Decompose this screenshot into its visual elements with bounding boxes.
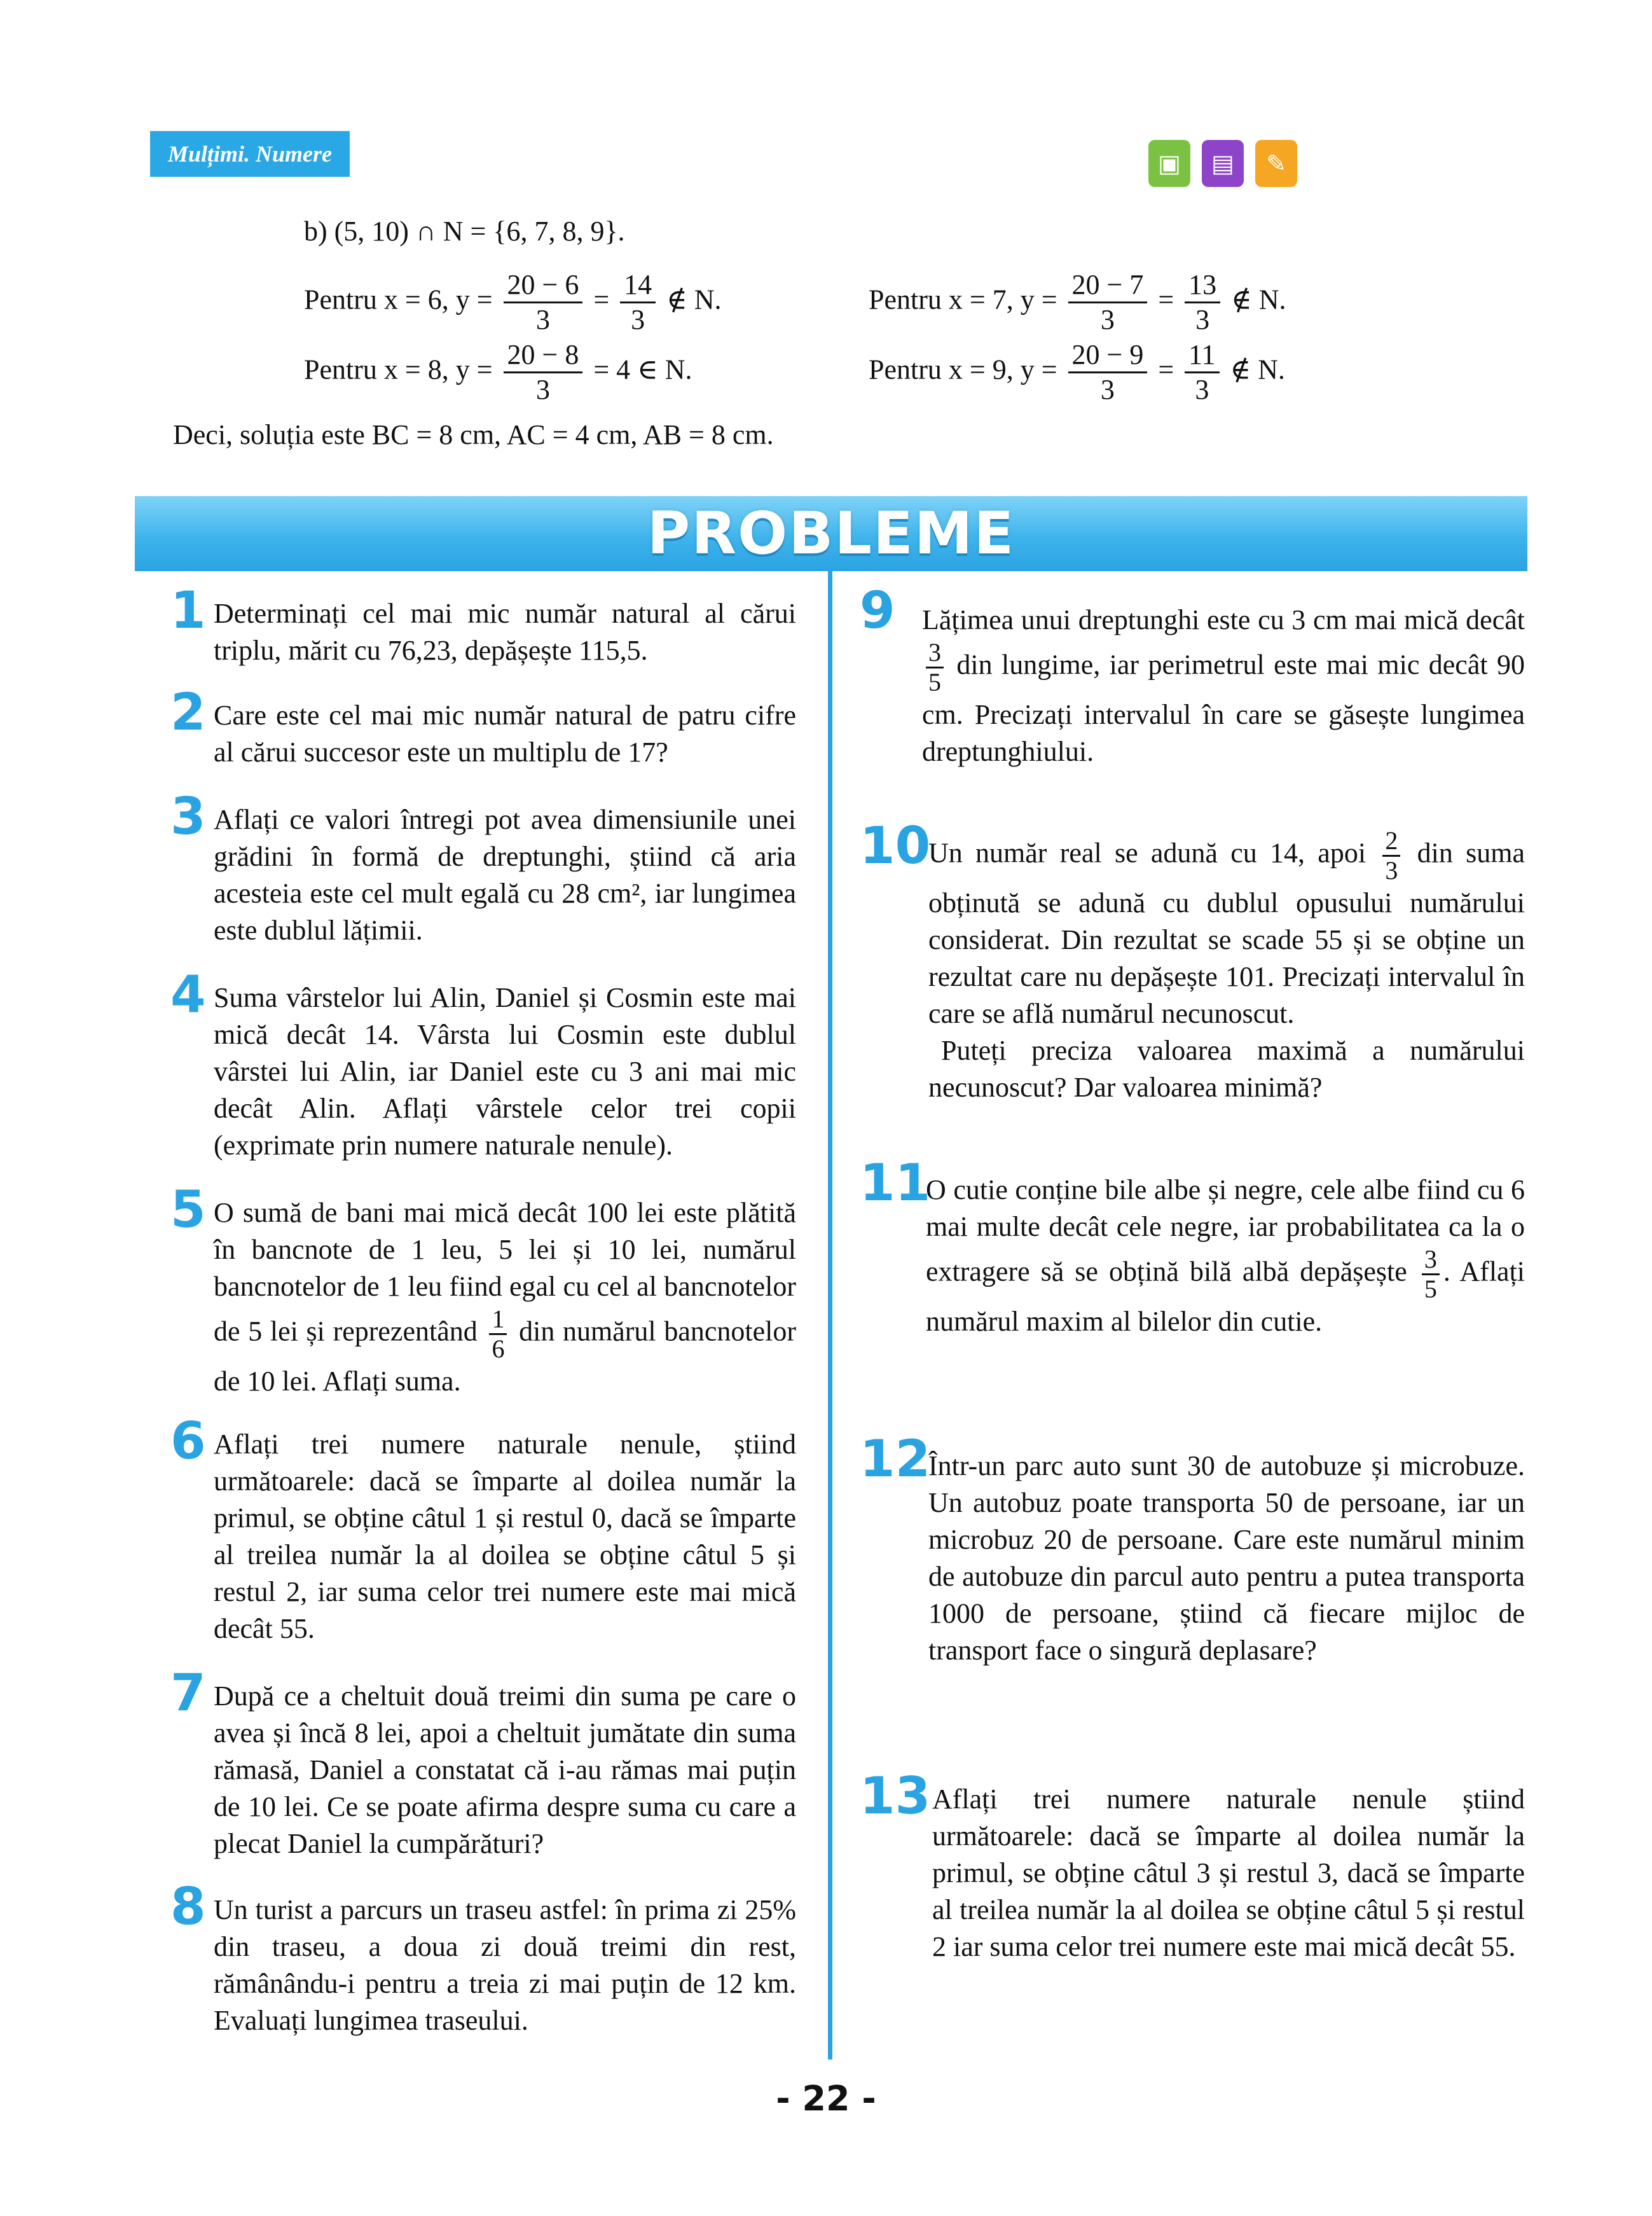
problem-number: 11 — [860, 1153, 931, 1212]
problem-number: 5 — [170, 1180, 206, 1239]
problem-5: O sumă de bani mai mică decât 100 lei este plătită în bancnote de 1 leu, 5 lei și 10 lei, numărul bancnotelor de 1 leu fiind egal cu cel al bancnotelor de 5 lei și reprezentând $\frac{1}{6}$ din numărul bancnotelor de 10 lei. Aflați suma. — [214, 1197, 797, 1397]
problem-number: 7 — [170, 1663, 206, 1722]
page-number: - 22 - — [776, 2079, 876, 2119]
solution-case-6: Pentru x = 6, y = $\frac{20 - 6}{3}$ = $\frac{14}{3}$ ∉ N. — [304, 269, 722, 335]
fraction: $\frac{13}{3}$ — [1185, 268, 1220, 336]
problem-6: Aflați trei numere naturale nenule, știind următoarele: dacă se împarte al doilea număr la primul, se obține câtul 1 și restul 0, dacă se împarte al treilea număr la al doilea se obține câtul 5 și restul 2, iar suma celor trei numere este mai mică decât 55. — [214, 1429, 796, 1644]
fraction: $\frac{11}{3}$ — [1185, 338, 1219, 406]
problem-number: 6 — [170, 1411, 206, 1471]
problem-number: 4 — [170, 965, 206, 1024]
fraction: $\frac{20 - 9}{3}$ — [1068, 338, 1148, 406]
fraction: $\frac{3}{5}$ — [1422, 1245, 1440, 1303]
problem-2: Care este cel mai mic număr natural de patru cifre al cărui succesor este un multiplu de 17? — [214, 700, 796, 768]
problem-number: 2 — [170, 682, 206, 742]
problem-number: 13 — [860, 1766, 931, 1825]
banner-title: PROBLEME — [647, 499, 1015, 567]
solution-case-9: Pentru x = 9, y = $\frac{20 - 9}{3}$ = $\frac{11}{3}$ ∉ N. — [869, 339, 1285, 405]
problems-banner — [135, 496, 1527, 571]
toolbar-icons — [1148, 140, 1297, 187]
fraction: $\frac{2}{3}$ — [1382, 827, 1400, 885]
solution-conclusion: Deci, soluția este BC = 8 cm, AC = 4 cm, AB = 8 cm. — [173, 419, 774, 450]
film-icon[interactable]: ▤ — [1202, 140, 1244, 187]
fraction: $\frac{3}{5}$ — [926, 639, 944, 696]
problem-number: 3 — [170, 787, 206, 846]
problem-number: 1 — [170, 581, 206, 640]
case-7-prefix: Pentru x = 7, y = — [869, 284, 1057, 315]
problem-7: După ce a cheltuit două treimi din suma pe care o avea și încă 8 lei, apoi a cheltuit jumătate din suma rămasă, Daniel a constatat că i-au rămas mai puțin de 10 lei. Ce se poate afirma despre suma cu care a plecat Daniel la cumpărături? — [214, 1680, 796, 1859]
image-icon[interactable]: ▣ — [1148, 140, 1190, 187]
pencil-icon[interactable]: ✎ — [1255, 140, 1297, 187]
fraction: $\frac{20 - 8}{3}$ — [504, 338, 583, 406]
case-7-suffix: ∉ N. — [1231, 284, 1286, 315]
problem-13: Aflați trei numere naturale nenule știind următoarele: dacă se împarte al doilea număr la primul, se obține câtul 3 și restul 3, dacă se împarte al treilea număr la al doilea se obține câtul 5 și restul 2 iar suma celor trei numere este mai mică decât 55. — [932, 1783, 1525, 1962]
case-8-suffix: = 4 ∈ N. — [593, 354, 692, 385]
problem-10: Un număr real se adună cu 14, apoi $\frac{2}{3}$ din suma obținută se adună cu dublul opusului numărului considerat. Din rezultat se scade 55 și se obține un rezultat care nu depășește 101. Precizați intervalul în care se află numărul necunoscut. Puteți preciza valoarea maximă a numărului necunoscut? Dar valoarea minimă? — [928, 826, 1525, 1103]
fraction: $\frac{1}{6}$ — [489, 1305, 507, 1363]
case-8-prefix: Pentru x = 8, y = — [304, 354, 493, 385]
solution-line-b: b) (5, 10) ∩ N = {6, 7, 8, 9}. — [304, 216, 625, 247]
solution-case-8 — [304, 338, 692, 406]
problem-number: 12 — [860, 1429, 931, 1488]
problem-12: Într-un parc auto sunt 30 de autobuze și microbuze. Un autobuz poate transporta 50 de persoane, iar un microbuz 20 de persoane. Care este numărul minim de autobuze din parcul auto pentru a putea transporta 1000 de persoane, știind că fiecare mijloc de transport face o singură deplasare? — [928, 1450, 1525, 1666]
section-tag: Mulțimi. Numere — [150, 131, 350, 177]
column-divider — [828, 571, 832, 2060]
problem-8: Un turist a parcurs un traseu astfel: în prima zi 25% din traseu, a doua zi două treimi din rest, rămânându-i pentru a treia zi mai puțin de 12 km. Evaluați lungimea traseului. — [214, 1894, 796, 2036]
problem-1: Determinați cel mai mic număr natural al cărui triplu, mărit cu 76,23, depășește 115,5. — [214, 598, 796, 666]
case-6-prefix: Pentru x = 6, y = — [304, 284, 493, 315]
problem-number: 8 — [170, 1877, 206, 1936]
fraction: $\frac{20 - 7}{3}$ — [1068, 268, 1148, 336]
case-9-prefix: Pentru x = 9, y = — [869, 354, 1057, 385]
fraction: $\frac{20 - 6}{3}$ — [504, 268, 583, 336]
problem-9: Lățimea unui dreptunghi este cu 3 cm mai mică decât $\frac{3}{5}$ din lungime, iar perimetrul este mai mic decât 90 cm. Precizați intervalul în care se găsește lungimea dreptunghiului. — [922, 604, 1525, 767]
problem-number: 9 — [860, 581, 895, 640]
problem-3: Aflați ce valori întregi pot avea dimensiunile unei grădini în formă de dreptunghi, știind că aria acesteia este cel mult egală cu 28 cm², iar lungimea este dublul lățimii. — [214, 804, 796, 946]
fraction: $\frac{14}{3}$ — [620, 268, 656, 336]
case-6-suffix: ∉ N. — [666, 284, 722, 315]
problem-number: 10 — [860, 816, 931, 875]
problem-4: Suma vârstelor lui Alin, Daniel și Cosmin este mai mică decât 14. Vârsta lui Cosmin este dublul vârstei lui Alin, iar Daniel este cu 3 ani mai mic decât Alin. Aflați vârstele celor trei copii (exprimate prin numere naturale nenule). — [214, 982, 796, 1161]
problem-11: O cutie conține bile albe și negre, cele albe fiind cu 6 mai multe decât cele negre, iar probabilitatea ca la o extragere să se obțină bilă albă depășește $\frac{3}{5}$ . Aflați numărul maxim al bilelor din cutie. — [926, 1174, 1525, 1337]
case-9-suffix: ∉ N. — [1230, 354, 1285, 385]
solution-case-7: Pentru x = 7, y = $\frac{20 - 7}{3}$ = $\frac{13}{3}$ ∉ N. — [869, 269, 1286, 335]
